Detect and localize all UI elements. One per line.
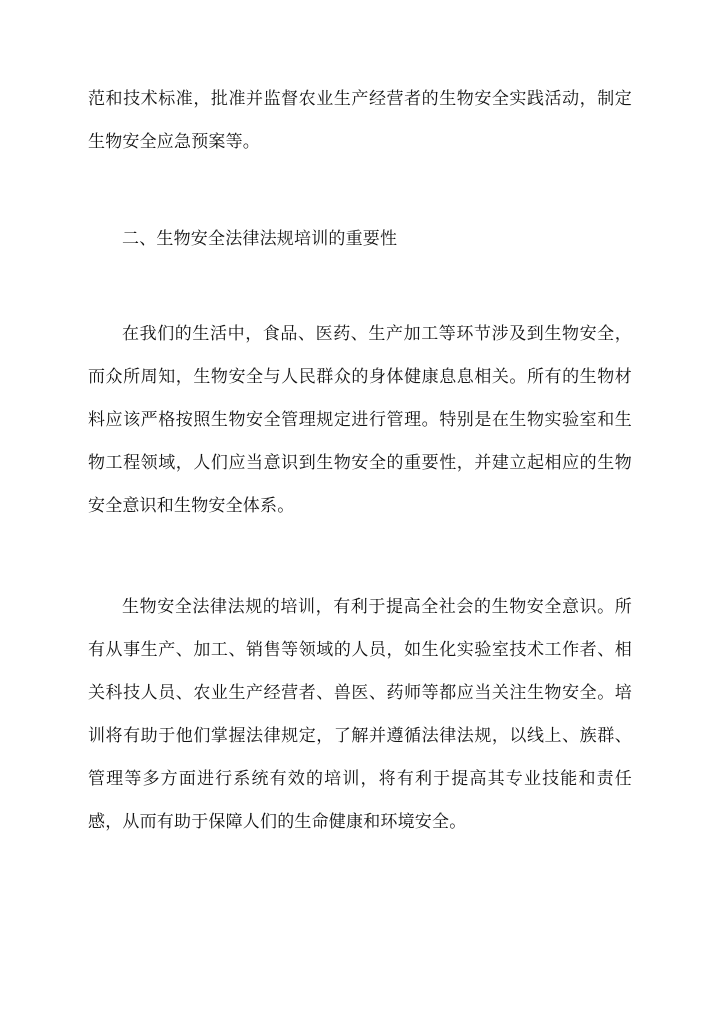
continued-paragraph xyxy=(88,78,632,164)
section-heading xyxy=(88,218,632,261)
body-paragraph-2 xyxy=(88,586,632,844)
paragraph-text: 生物安全法律法规的培训，有利于提高全社会的生物安全意识。所有从事生产、加工、销售等领域的人员，如生化实验室技术工作者、相关科技人员、农业生产经营者、兽医、药师等都应当关注生物安全。培训将有助于他们掌握法律规定，了解并遵循法律法规，以线上、族群、管理等多方面进行系统有效的培训，将有利于提高其专业技能和责任感，从而有助于保障人们的生命健康和环境安全。 xyxy=(88,597,632,832)
paragraph-text: 范和技术标准，批准并监督农业生产经营者的生物安全实践活动，制定生物安全应急预案等。 xyxy=(88,89,632,152)
section-heading-text: 二、生物安全法律法规培训的重要性 xyxy=(122,229,398,249)
paragraph-text: 在我们的生活中，食品、医药、生产加工等环节涉及到生物安全，而众所周知，生物安全与人民群众的身体健康息息相关。所有的生物材料应该严格按照生物安全管理规定进行管理。特别是在生物实验室和生物工程领域，人们应当意识到生物安全的重要性，并建立起相应的生物安全意识和生物安全体系。 xyxy=(88,324,632,516)
body-paragraph-1 xyxy=(88,313,632,528)
